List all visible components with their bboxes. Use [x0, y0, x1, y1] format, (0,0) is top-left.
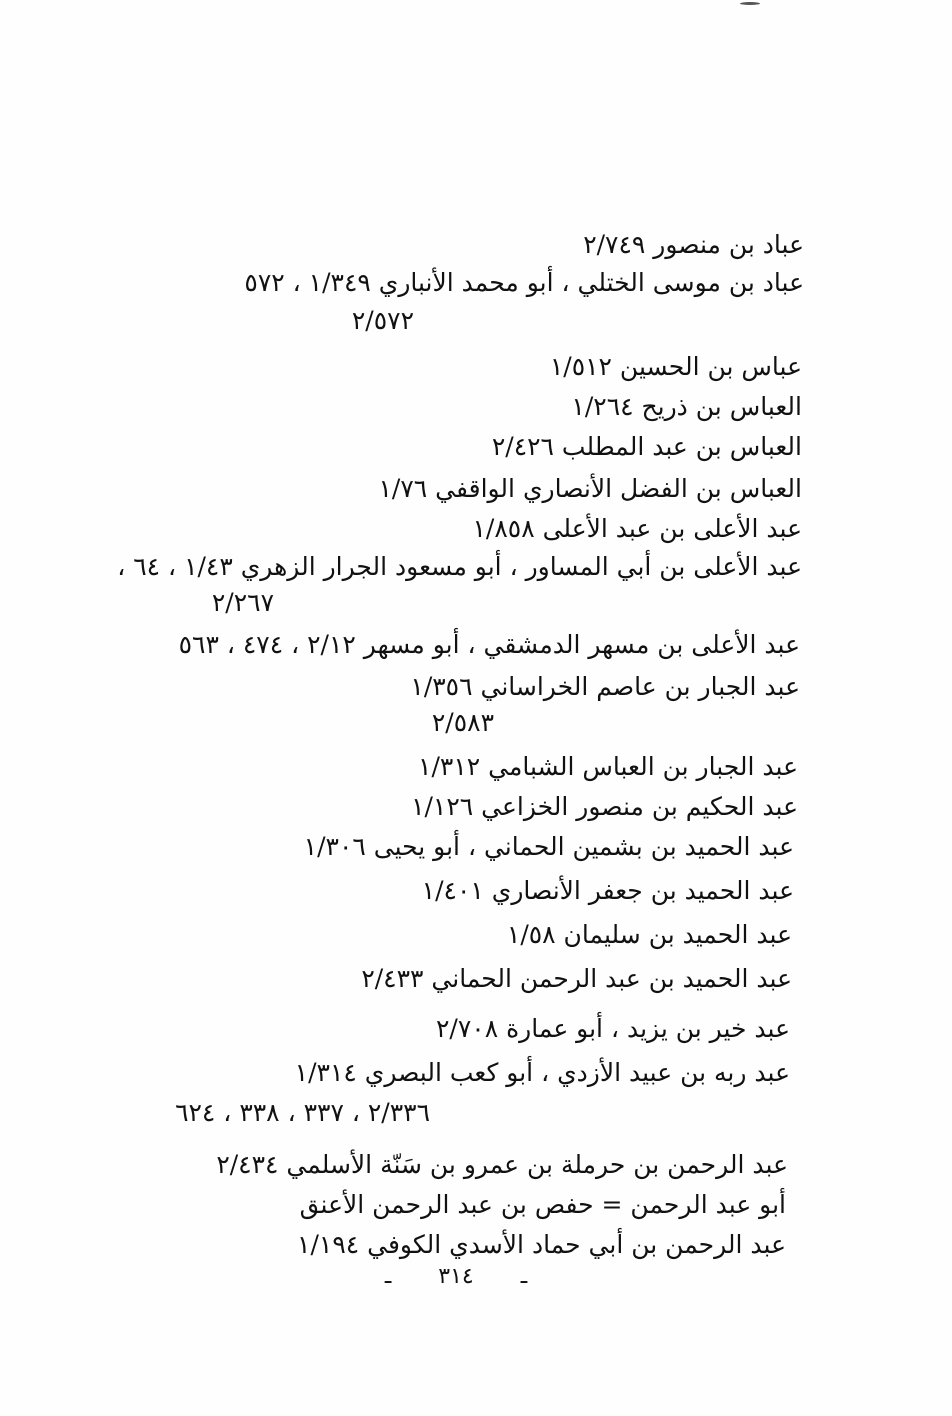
index-entry: عبد خير بن يزيد ، أبو عمارة ٢/٧٠٨ [435, 1014, 790, 1043]
index-entry: عبد الحميد بن بشمين الحماني ، أبو يحيى ١/٣٠٦ [303, 832, 794, 861]
index-entry: أبو عبد الرحمن = حفص بن عبد الرحمن الأعنق [299, 1190, 786, 1219]
index-entry: عبد الحكيم بن منصور الخزاعي ١/١٢٦ [411, 792, 798, 821]
index-entry: عباس بن الحسين ١/٥١٢ [549, 352, 802, 381]
page-number: ٣١٤ [438, 1264, 474, 1289]
index-entry: عبد الأعلى بن أبي المساور ، أبو مسعود الجرار الزهري ١/٤٣ ، ٦٤ ، [117, 552, 802, 581]
index-entry: عبد الأعلى بن عبد الأعلى ١/٨٥٨ [472, 514, 802, 543]
index-entry-continuation: ٢/٢٦٧ [211, 588, 274, 617]
scan-speck [740, 2, 760, 5]
index-entry: عبد الجبار بن العباس الشبامي ١/٣١٢ [418, 752, 798, 781]
index-entry: عبد الحميد بن عبد الرحمن الحماني ٢/٤٣٣ [361, 964, 792, 993]
index-entry-continuation: ٢/٥٧٢ [351, 306, 414, 335]
page-number-decor: ـ [520, 1264, 528, 1289]
index-entry: عبد ربه بن عبيد الأزدي ، أبو كعب البصري ١/٣١٤ [294, 1058, 790, 1087]
index-entry: العباس بن ذريح ١/٢٦٤ [571, 392, 802, 421]
index-entry: عبد الحميد بن جعفر الأنصاري ١/٤٠١ [421, 876, 794, 905]
index-entry: عباد بن موسى الختلي ، أبو محمد الأنباري ١/٣٤٩ ، ٥٧٢ [244, 268, 804, 297]
index-entry: عبد الأعلى بن مسهر الدمشقي ، أبو مسهر ٢/١٢ ، ٤٧٤ ، ٥٦٣ [178, 630, 800, 659]
index-entry: عبد الجبار بن عاصم الخراساني ١/٣٥٦ [410, 672, 800, 701]
index-entry: العباس بن الفضل الأنصاري الواقفي ١/٧٦ [378, 474, 802, 503]
index-entry: العباس بن عبد المطلب ٢/٤٢٦ [491, 432, 802, 461]
index-entry: عبد الحميد بن سليمان ١/٥٨ [506, 920, 792, 949]
index-entry: عباد بن منصور ٢/٧٤٩ [583, 230, 804, 259]
page-number-decor: ـ [384, 1264, 392, 1289]
index-entry-continuation: ٢/٣٣٦ ، ٣٣٧ ، ٣٣٨ ، ٦٢٤ [175, 1098, 430, 1127]
index-entry: عبد الرحمن بن أبي حماد الأسدي الكوفي ١/١٩٤ [297, 1230, 786, 1259]
page-footer [0, 1262, 952, 1292]
index-entry: عبد الرحمن بن حرملة بن عمرو بن سَنّة الأسلمي ٢/٤٣٤ [216, 1150, 788, 1179]
index-entry-continuation: ٢/٥٨٣ [431, 708, 494, 737]
